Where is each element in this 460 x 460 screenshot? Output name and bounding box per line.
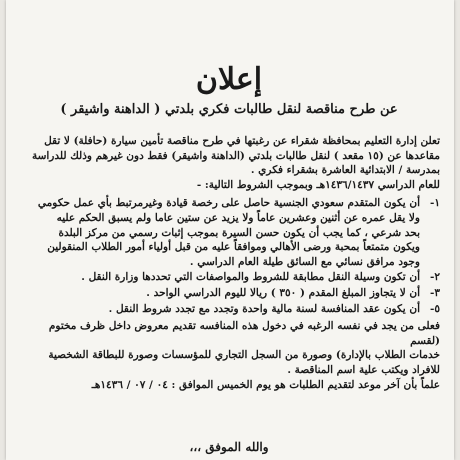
intro-line: مقاعدها عن (١٥ مقعد ) لنقل طالبات بلدتي (الداهنة واشيقر) فقط دون غيرهم وذلك للدراسة (31, 149, 440, 162)
condition-item (18, 286, 440, 301)
condition-line: ولا يقل عمره عن أثنين وعشرين عاماً ولا يزيد عن ستين عاما ولم يسبق الحكم عليه (56, 211, 420, 224)
announcement (18, 0, 440, 460)
condition-line: ويكون متمتعاً بمحبة ورضى الأهالي وموافقاً عليه من قبل أولياء أمور الطلاب المنقولين (47, 241, 420, 254)
intro-line: للعام الدراسي ١٤٣٦/١٤٣٧هـ وبموجب الشروط التالية: - (196, 178, 440, 191)
deadline-line: علماً بأن آخر موعد لتقديم الطلبات هو يوم الخميس الموافق : ٠٤ / ٠٧ / ١٤٣٦هـ (91, 378, 440, 391)
condition-number: ٥- (430, 302, 440, 315)
condition-item (18, 196, 440, 269)
condition-number: ١- (430, 197, 440, 210)
submission-paragraph (18, 319, 440, 377)
condition-line: أن لا يتجاوز المبلغ المقدم ( ٣٥٠ ) ريالا لليوم الدراسي الواحد . (146, 286, 420, 299)
condition-line: أن يكون المتقدم سعودي الجنسية حاصل على رخصة قيادة وغيرمرتبط بأي عمل حكومي (37, 197, 420, 210)
announcement-body (18, 134, 440, 392)
submission-line: خدمات الطلاب بالإدارة) وصورة من السجل التجاري للمؤسسات وصورة للبطاقة الشخصية (48, 349, 440, 362)
condition-line: أن تكون وسيلة النقل مطابقة للشروط والمواصفات التي تحددها وزارة النقل . (81, 271, 420, 284)
announcement-subtitle: عن طرح مناقصة لنقل طالبات فكري بلدتي ( الداهنة واشيقر ) (60, 102, 398, 117)
intro-line: تعلن إدارة التعليم بمحافظة شقراء عن رغبتها في طرح مناقصة تأمين سيارة (حافلة) لا تقل (44, 135, 440, 147)
condition-item (18, 270, 440, 285)
condition-item (18, 302, 440, 317)
document-page (6, 0, 454, 460)
submission-line: فعلى من يجد في نفسه الرغبه في دخول هذه المنافسه تقديم معروض داخل ظرف مختوم (لقسم (48, 320, 440, 347)
intro-paragraph (18, 134, 440, 192)
announcement-title: إعلان (195, 62, 263, 97)
intro-line: بمدرسة / الابتدائية العاشرة بشقراء فكري . (250, 164, 440, 177)
condition-line: بحد شرعي ، كما يجب أن يكون حسن السيرة بموجب إثبات رسمي من مركز البلدة (58, 226, 420, 239)
submission-line: للافراد ويكتب علية اسم المناقصة . (287, 363, 440, 376)
closing-line: والله الموفق ،،، (189, 440, 269, 454)
condition-line: وجود مرافق نسائي مع السائق طيلة العام الدراسي . (189, 255, 420, 268)
condition-number: ٢- (430, 271, 440, 284)
condition-line: أن يكون عقد المنافسة لسنة مالية واحدة وتجدد مع تجدد شروط النقل . (108, 302, 420, 315)
condition-number: ٣- (430, 286, 440, 299)
